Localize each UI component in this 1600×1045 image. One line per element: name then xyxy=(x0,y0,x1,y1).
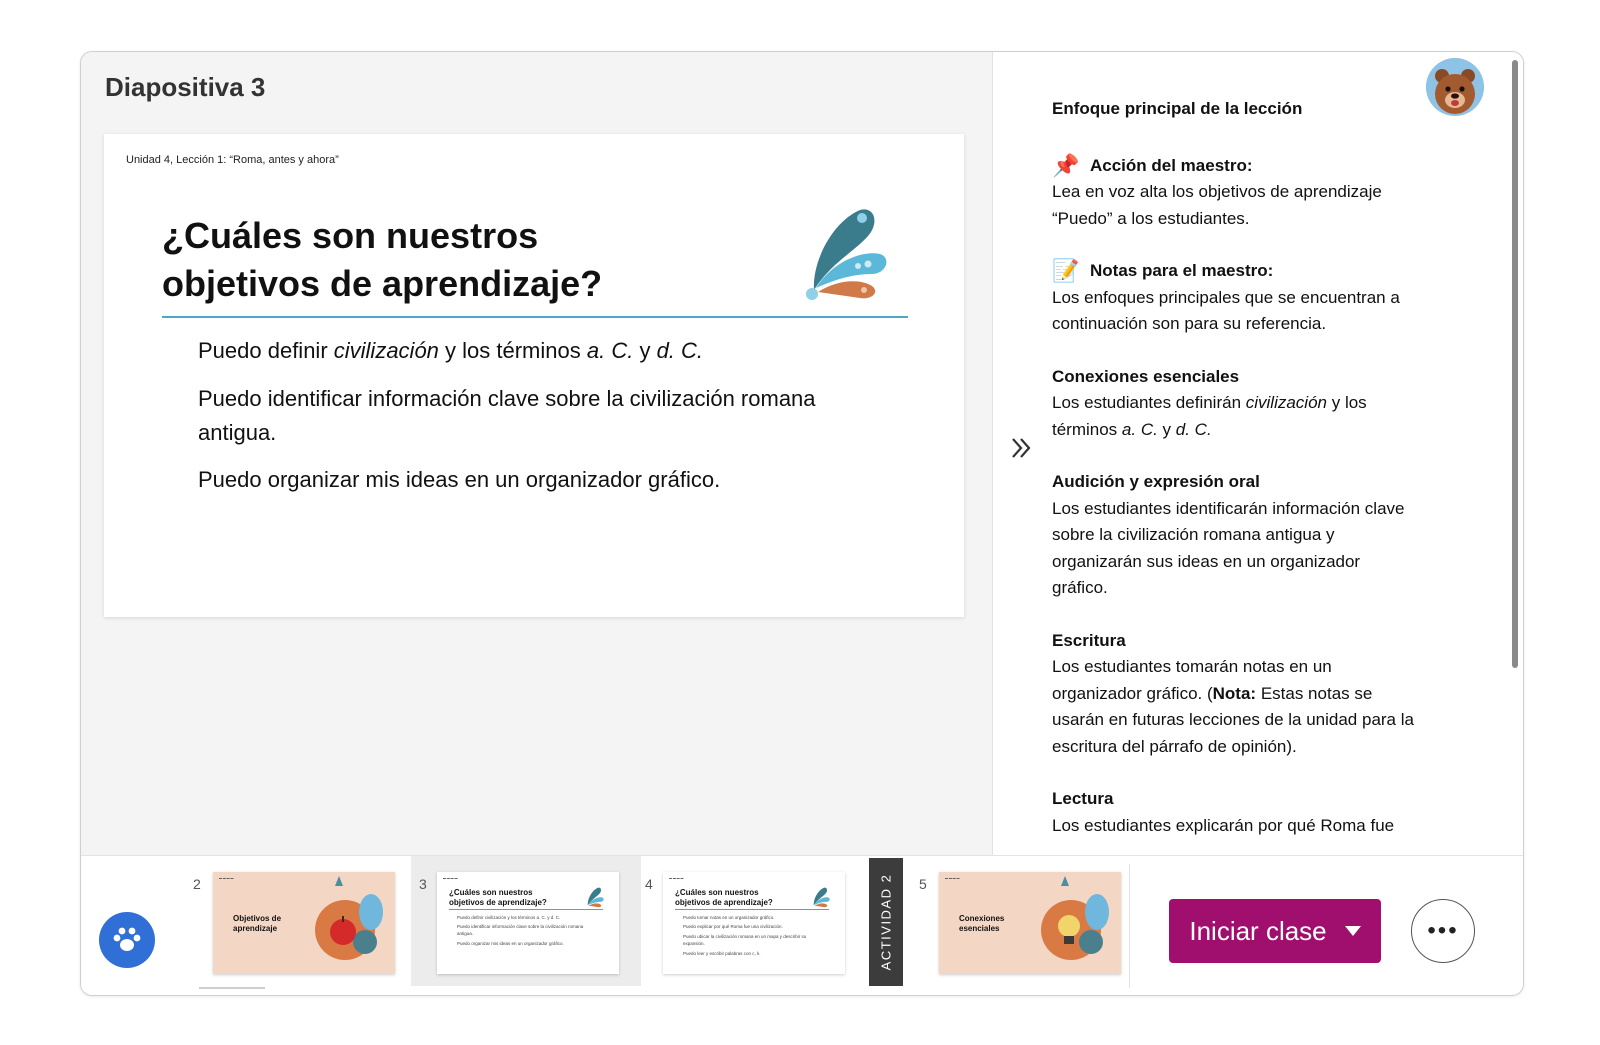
start-class-label: Iniciar clase xyxy=(1189,915,1327,946)
splash-decoration-icon xyxy=(802,202,892,302)
thumbnail-5-title xyxy=(959,914,1004,934)
thumbnail-slide-4[interactable] xyxy=(663,872,845,974)
writing-line1: Los estudiantes tomarán notas en un xyxy=(1052,657,1332,676)
splash-decoration-icon xyxy=(811,886,831,908)
writing-heading: Escritura xyxy=(1052,630,1126,650)
class-roster-button[interactable] xyxy=(99,912,155,968)
essential-connections-line1 xyxy=(1052,390,1472,417)
pushpin-icon: 📌 xyxy=(1052,152,1080,178)
writing-section xyxy=(1052,628,1472,761)
listening-heading: Audición y expresión oral xyxy=(1052,472,1260,491)
teacher-action-heading-row xyxy=(1052,153,1472,180)
expand-chevron-icon[interactable] xyxy=(1008,434,1036,462)
thumbnail-rule xyxy=(675,909,829,910)
thumbnail-4-line: expansión. xyxy=(683,941,705,946)
objective-2-line1: Puedo identificar información clave sobre la civilización romana xyxy=(198,386,816,411)
thumbnail-number: 2 xyxy=(193,876,201,892)
thumbnail-4-title-line1: ¿Cuáles son nuestros xyxy=(675,888,759,897)
essential-connections-section xyxy=(1052,364,1472,444)
writing-line2-pre: organizador gráfico. ( xyxy=(1052,683,1213,703)
teacher-notes-pane[interactable] xyxy=(994,52,1524,855)
more-options-icon: ••• xyxy=(1427,917,1459,944)
slide-canvas xyxy=(104,134,964,617)
thumbnail-2-title-line1: Objetivos de xyxy=(233,914,282,923)
listening-line2: sobre la civilización romana antigua y xyxy=(1052,525,1335,544)
ec-line1-term: civilización xyxy=(1245,393,1327,412)
thumbnail-4-line: Puedo ubicar la civilización romana en un mapa y describir su xyxy=(683,934,807,939)
thumbnail-slide-5[interactable] xyxy=(939,872,1121,974)
objective-2 xyxy=(198,382,908,450)
thumbnail-3-line: Puedo organizar mis ideas en un organizador gráfico. xyxy=(457,941,564,946)
listening-line1: Los estudiantes identificarán información clave xyxy=(1052,498,1405,518)
thumbnail-slide-3[interactable] xyxy=(437,872,619,974)
start-class-button[interactable] xyxy=(1169,899,1381,963)
writing-line2 xyxy=(1052,681,1472,708)
thumbnail-5-title-line2: esenciales xyxy=(959,924,1000,933)
reading-heading: Lectura xyxy=(1052,789,1114,808)
lesson-viewer xyxy=(80,51,1524,996)
thumbnail-4-line: Puedo tomar notas en un organizador gráfico. xyxy=(683,915,775,920)
objective-1-term-ac: a. C. xyxy=(586,338,634,363)
objective-1-text-mid: y los términos xyxy=(438,338,587,363)
teacher-notes-heading: Notas para el maestro: xyxy=(1090,261,1274,280)
slide-title-line2: objetivos de aprendizaje? xyxy=(162,263,603,304)
reading-line1: Los estudiantes explicarán por qué Roma fue xyxy=(1052,815,1395,835)
objective-1-text: Puedo definir xyxy=(198,338,334,363)
essential-connections-heading: Conexiones esenciales xyxy=(1052,366,1240,386)
writing-line3: usarán en futuras lecciones de la unidad para la xyxy=(1052,710,1414,729)
slide-unit-label: Unidad 4, Lección 1: “Roma, antes y ahora” xyxy=(126,154,339,166)
teacher-notes-line2: continuación son para su referencia. xyxy=(1052,314,1327,333)
listening-line4: gráfico. xyxy=(1052,578,1108,597)
strip-divider xyxy=(1129,864,1130,988)
teacher-notes-section xyxy=(1052,258,1472,338)
teacher-action-section xyxy=(1052,153,1472,233)
teacher-notes-line1: Los enfoques principales que se encuentran a xyxy=(1052,287,1400,307)
teacher-action-heading: Acción del maestro: xyxy=(1090,155,1253,175)
thumbnail-4-line: Puedo explicar por qué Roma fue una civilización. xyxy=(683,924,783,929)
thumbnail-3-title xyxy=(449,888,547,908)
thumbnail-4-title-line2: objetivos de aprendizaje? xyxy=(675,898,773,907)
thumbnail-5-title-line1: Conexiones xyxy=(959,914,1005,923)
notes-content xyxy=(1052,96,1472,855)
writing-line2-post: Estas notas se xyxy=(1256,683,1373,703)
ec-line2-mid: y xyxy=(1157,419,1176,439)
objective-1-and: y xyxy=(633,338,657,363)
ec-line2-term-ac: a. C. xyxy=(1121,419,1158,439)
strip-scroll-indicator xyxy=(199,987,265,989)
ec-line1-post: y los xyxy=(1327,393,1367,412)
caret-down-icon xyxy=(1345,926,1361,936)
thumbnail-3-line: Puedo definir civilización y los términos a. C. y d. C. xyxy=(457,915,561,920)
thumbnail-3-title-line2: objetivos de aprendizaje? xyxy=(449,898,547,907)
activity-divider xyxy=(869,858,903,986)
listening-line3: organizarán sus ideas en un organizador xyxy=(1052,551,1361,571)
slide-heading: Diapositiva 3 xyxy=(105,72,266,102)
thumbnail-4-line: Puedo leer y escribir palabras con c, k. xyxy=(683,951,761,956)
splash-decoration-icon xyxy=(585,886,605,908)
slide-preview-pane xyxy=(81,52,993,855)
thumbnail-unit-mark: ▬ ▬ ▬ ▬ xyxy=(443,876,458,880)
apple-illustration-icon xyxy=(305,876,391,970)
objective-2-line2: antigua. xyxy=(198,420,277,445)
thumbnail-3-line: antigua. xyxy=(457,931,474,936)
objective-3: Puedo organizar mis ideas en un organizador gráfico. xyxy=(198,467,721,492)
memo-icon: 📝 xyxy=(1052,258,1080,284)
thumbnail-number: 3 xyxy=(419,876,427,892)
reading-section xyxy=(1052,786,1472,839)
slide-title-line1: ¿Cuáles son nuestros xyxy=(162,215,539,256)
thumbnail-number: 5 xyxy=(919,876,927,892)
ec-line2-term-dc: d. C. xyxy=(1175,419,1212,439)
lightbulb-illustration-icon xyxy=(1031,876,1117,970)
thumbnail-number: 4 xyxy=(645,876,653,892)
teacher-notes-heading-row xyxy=(1052,258,1472,285)
thumbnail-slide-2[interactable] xyxy=(213,872,395,974)
notes-main-heading: Enfoque principal de la lección xyxy=(1052,99,1303,118)
slide-title xyxy=(162,212,762,308)
objective-1-term: civilización xyxy=(333,338,439,363)
thumbnail-4-title xyxy=(675,888,773,908)
thumbnail-unit-mark: ▬ ▬ ▬ ▬ xyxy=(219,876,234,880)
writing-note-label: Nota: xyxy=(1212,683,1257,703)
thumbnail-3-title-line1: ¿Cuáles son nuestros xyxy=(449,888,533,897)
thumbnail-unit-mark: ▬ ▬ ▬ ▬ xyxy=(669,876,684,880)
listening-section xyxy=(1052,469,1472,602)
ec-line1-pre: Los estudiantes definirán xyxy=(1052,393,1246,412)
thumbnail-2-title-line2: aprendizaje xyxy=(233,924,278,933)
objective-1-term-dc: d. C. xyxy=(656,338,704,363)
objective-1 xyxy=(198,334,908,368)
teacher-action-line1: Lea en voz alta los objetivos de aprendizaje xyxy=(1052,182,1382,201)
activity-label: ACTIVIDAD 2 xyxy=(878,873,894,971)
thumbnail-unit-mark: ▬ ▬ ▬ ▬ xyxy=(945,876,960,880)
thumbnail-3-line: Puedo identificar información clave sobre la civilización romana xyxy=(457,924,584,929)
thumbnail-2-title xyxy=(233,914,281,934)
thumbnail-rule xyxy=(449,909,603,910)
essential-connections-line2 xyxy=(1052,417,1472,444)
ec-line2-pre: términos xyxy=(1052,419,1122,439)
notes-scrollbar[interactable] xyxy=(1512,60,1518,668)
teacher-action-line2: “Puedo” a los estudiantes. xyxy=(1052,208,1250,228)
more-options-button[interactable] xyxy=(1411,899,1475,963)
slide-thumbnail-strip xyxy=(81,855,1524,996)
paw-print-icon xyxy=(111,926,143,954)
writing-line4: escritura del párrafo de opinión). xyxy=(1052,736,1297,756)
slide-title-rule xyxy=(162,316,908,318)
